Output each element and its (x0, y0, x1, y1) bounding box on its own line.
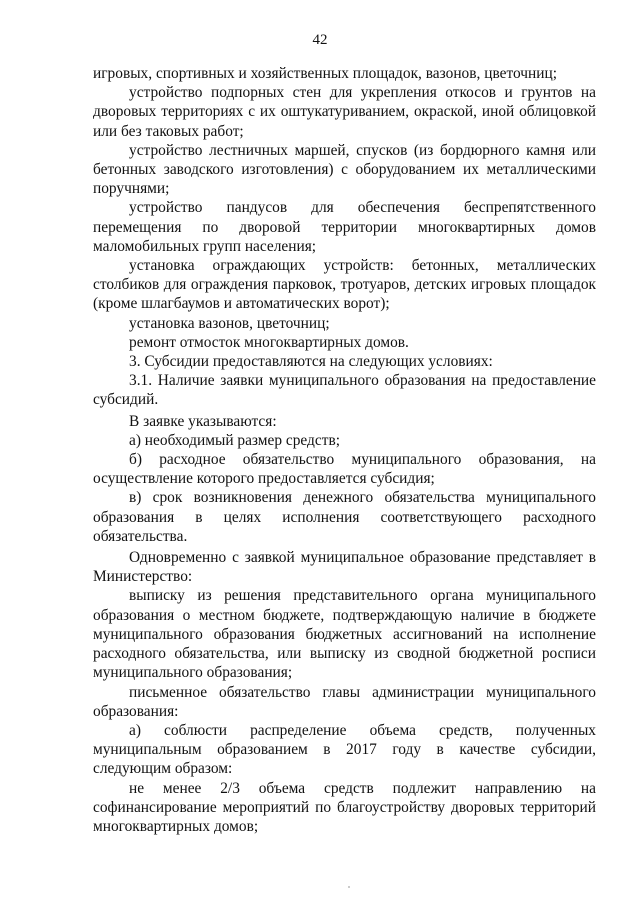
paragraph: 3. Субсидии предоставляются на следующих условиях: (129, 353, 493, 371)
paragraph: ремонт отмосток многоквартирных домов. (129, 333, 409, 351)
paragraph: выписку из решения представительного органа муниципального образования о местном бюджете, подтверждающую наличие в бюджете муниципального образования бюджетных ассигнований на исполнение расходного обязательства, или выписку из сводной бюджетной росписи муниципального образования; (93, 587, 596, 682)
paragraph: а) соблюсти распределение объема средств, полученных муниципальным образованием в 2017 году в качестве субсидии, следующим образом: (93, 721, 596, 778)
page-number: 42 (312, 32, 328, 48)
paragraph: игровых, спортивных и хозяйственных площадок, вазонов, цветочниц; (93, 65, 558, 82)
paragraph: установка вазонов, цветочниц; (129, 314, 330, 332)
paragraph: установка ограждающих устройств: бетонных, металлических столбиков для ограждения парковок, тротуаров, детских игровых площадок (кроме шлагбаумов и автоматических ворот); (93, 257, 596, 313)
paragraph: письменное обязательство главы администрации муниципального образования: (93, 683, 596, 720)
paragraph: устройство пандусов для обеспечения беспрепятственного перемещения по дворовой территории многоквартирных домов маломобильных групп населения; (93, 199, 596, 255)
paragraph: Одновременно с заявкой муниципальное образование представляет в Министерство: (93, 549, 596, 586)
paragraph: 3.1. Наличие заявки муниципального образования на предоставление субсидий. (93, 372, 596, 409)
document-body (93, 64, 596, 836)
paragraph: а) необходимый размер средств; (129, 431, 340, 449)
paragraph: не менее 2/3 объема средств подлежит направлению на софинансирование мероприятий по благоустройству дворовых территорий многоквартирных домов; (93, 779, 596, 835)
scan-speck (348, 886, 350, 888)
paragraph: устройство подпорных стен для укрепления откосов и грунтов на дворовых территориях с их оштукатуриванием, окраской, иной облицовкой или без таковых работ; (93, 84, 596, 140)
paragraph: В заявке указываются: (129, 412, 277, 430)
paragraph: в) срок возникновения денежного обязательства муниципального образования в целях исполнения соответствующего расходного обязательства. (93, 489, 596, 545)
paragraph: устройство лестничных маршей, спусков (из бордюрного камня или бетонных заводского изготовления) с оборудованием их металлическими поручнями; (93, 141, 596, 198)
paragraph: б) расходное обязательство муниципального образования, на осуществление которого предоставляется субсидия; (93, 451, 596, 488)
